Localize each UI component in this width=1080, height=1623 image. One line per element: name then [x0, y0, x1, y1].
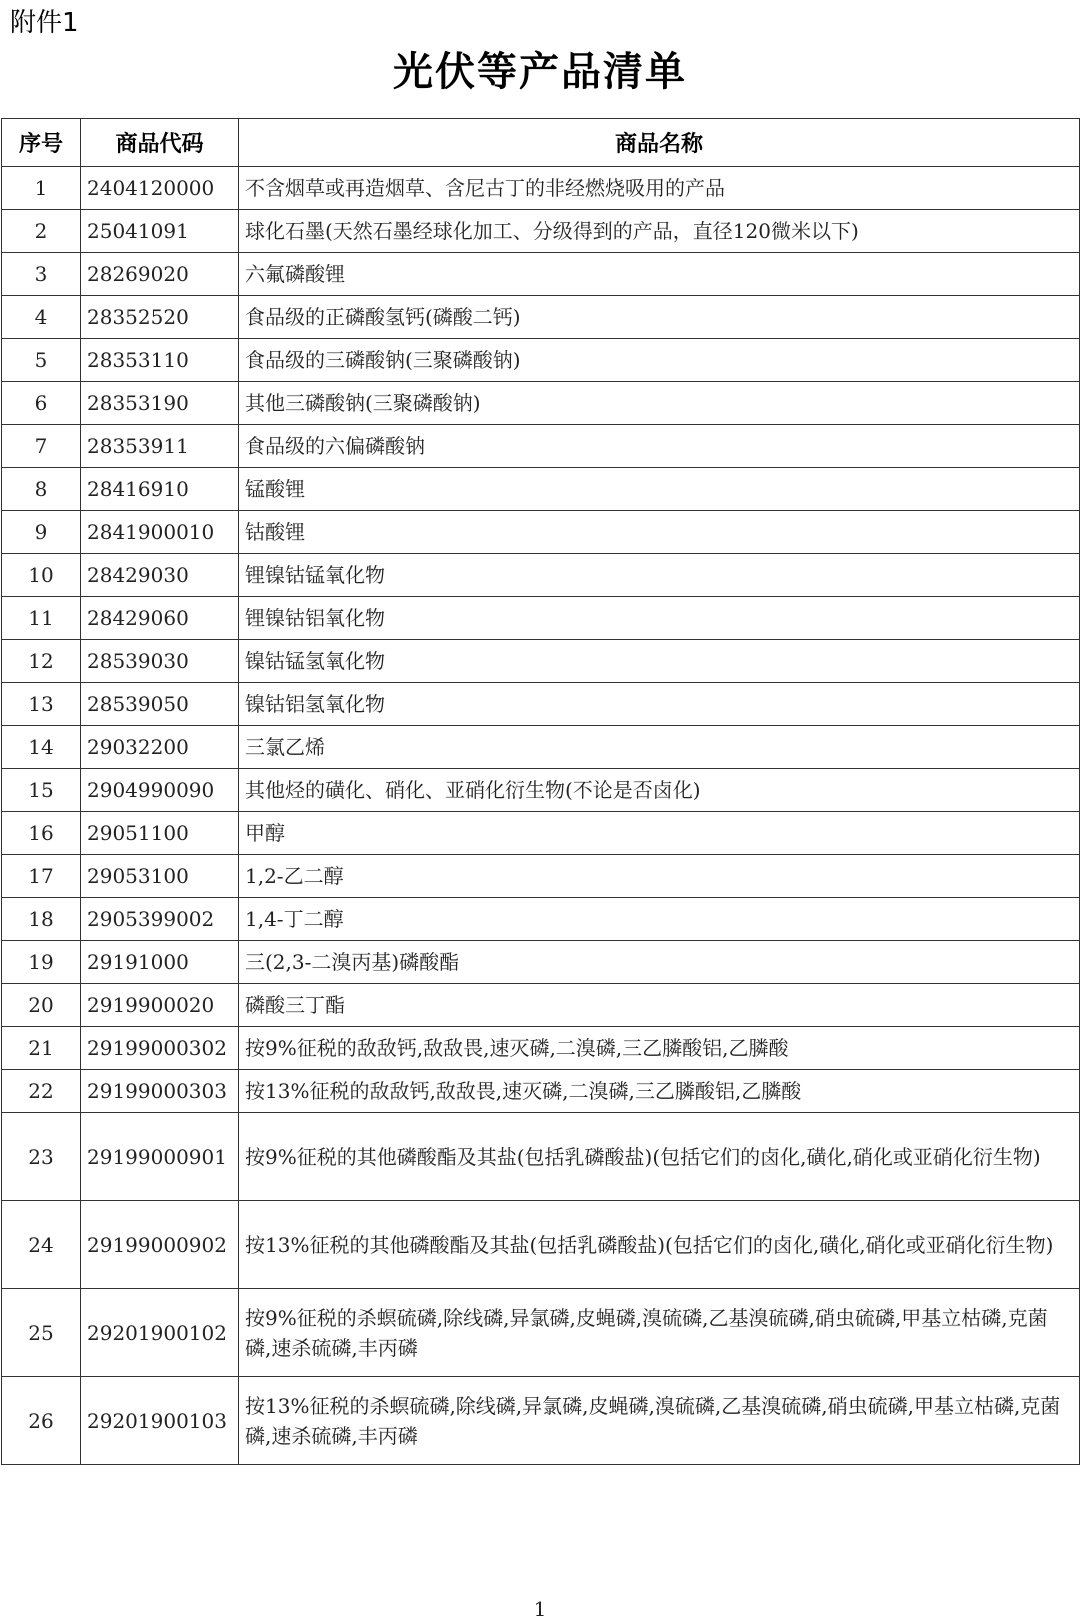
row-code: 29199000901 [81, 1113, 239, 1201]
row-seq: 3 [2, 253, 81, 296]
row-seq: 13 [2, 683, 81, 726]
table-row [2, 855, 1080, 898]
table-row [2, 898, 1080, 941]
table-row [2, 597, 1080, 640]
table-row [2, 468, 1080, 511]
table-row [2, 769, 1080, 812]
row-seq: 18 [2, 898, 81, 941]
row-name: 镍钴锰氢氧化物 [239, 640, 1080, 683]
header-seq: 序号 [2, 119, 81, 167]
row-name: 其他三磷酸钠(三聚磷酸钠) [239, 382, 1080, 425]
row-code: 29051100 [81, 812, 239, 855]
row-name: 按13%征税的其他磷酸酯及其盐(包括乳磷酸盐)(包括它们的卤化,磺化,硝化或亚硝化衍生物) [239, 1201, 1080, 1289]
table-row [2, 1070, 1080, 1113]
table-row [2, 984, 1080, 1027]
table-row [2, 726, 1080, 769]
row-code: 2841900010 [81, 511, 239, 554]
row-seq: 17 [2, 855, 81, 898]
header-code: 商品代码 [81, 119, 239, 167]
row-seq: 11 [2, 597, 81, 640]
row-seq: 2 [2, 210, 81, 253]
table-row [2, 511, 1080, 554]
row-seq: 1 [2, 167, 81, 210]
table-row [2, 167, 1080, 210]
row-seq: 9 [2, 511, 81, 554]
row-name: 食品级的三磷酸钠(三聚磷酸钠) [239, 339, 1080, 382]
row-seq: 19 [2, 941, 81, 984]
row-name: 钴酸锂 [239, 511, 1080, 554]
row-code: 28353911 [81, 425, 239, 468]
row-name: 按13%征税的杀螟硫磷,除线磷,异氯磷,皮蝇磷,溴硫磷,乙基溴硫磷,硝虫硫磷,甲基立枯磷,克菌磷,速杀硫磷,丰丙磷 [239, 1377, 1080, 1465]
row-code: 2919900020 [81, 984, 239, 1027]
table-row [2, 941, 1080, 984]
row-name: 食品级的正磷酸氢钙(磷酸二钙) [239, 296, 1080, 339]
row-name: 锰酸锂 [239, 468, 1080, 511]
table-row [2, 339, 1080, 382]
row-seq: 23 [2, 1113, 81, 1201]
row-code: 28539050 [81, 683, 239, 726]
row-name: 按9%征税的敌敌钙,敌敌畏,速灭磷,二溴磷,三乙膦酸铝,乙膦酸 [239, 1027, 1080, 1070]
row-code: 29201900103 [81, 1377, 239, 1465]
row-code: 29191000 [81, 941, 239, 984]
table-row [2, 210, 1080, 253]
table-row [2, 1201, 1080, 1289]
row-name: 锂镍钴铝氧化物 [239, 597, 1080, 640]
row-code: 28352520 [81, 296, 239, 339]
row-code: 28269020 [81, 253, 239, 296]
page-title: 光伏等产品清单 [393, 49, 687, 95]
table-header-row [2, 119, 1080, 167]
row-seq: 12 [2, 640, 81, 683]
row-name: 三(2,3-二溴丙基)磷酸酯 [239, 941, 1080, 984]
row-name: 三氯乙烯 [239, 726, 1080, 769]
row-code: 29199000302 [81, 1027, 239, 1070]
row-name: 1,2-乙二醇 [239, 855, 1080, 898]
table-row [2, 425, 1080, 468]
row-name: 镍钴铝氢氧化物 [239, 683, 1080, 726]
row-seq: 7 [2, 425, 81, 468]
row-code: 29032200 [81, 726, 239, 769]
row-name: 按9%征税的杀螟硫磷,除线磷,异氯磷,皮蝇磷,溴硫磷,乙基溴硫磷,硝虫硫磷,甲基立枯磷,克菌磷,速杀硫磷,丰丙磷 [239, 1289, 1080, 1377]
row-seq: 15 [2, 769, 81, 812]
row-seq: 24 [2, 1201, 81, 1289]
product-table [1, 118, 1080, 1465]
row-code: 2905399002 [81, 898, 239, 941]
table-row [2, 554, 1080, 597]
attachment-label: 附件1 [10, 8, 79, 38]
row-seq: 14 [2, 726, 81, 769]
row-code: 28539030 [81, 640, 239, 683]
row-code: 28353110 [81, 339, 239, 382]
row-seq: 22 [2, 1070, 81, 1113]
table-row [2, 253, 1080, 296]
row-seq: 20 [2, 984, 81, 1027]
table-row [2, 382, 1080, 425]
row-code: 2904990090 [81, 769, 239, 812]
row-name: 按9%征税的其他磷酸酯及其盐(包括乳磷酸盐)(包括它们的卤化,磺化,硝化或亚硝化衍生物) [239, 1113, 1080, 1201]
row-code: 29199000303 [81, 1070, 239, 1113]
row-code: 29201900102 [81, 1289, 239, 1377]
table-row [2, 296, 1080, 339]
row-name: 按13%征税的敌敌钙,敌敌畏,速灭磷,二溴磷,三乙膦酸铝,乙膦酸 [239, 1070, 1080, 1113]
row-name: 磷酸三丁酯 [239, 984, 1080, 1027]
row-name: 其他烃的磺化、硝化、亚硝化衍生物(不论是否卤化) [239, 769, 1080, 812]
row-code: 25041091 [81, 210, 239, 253]
row-seq: 10 [2, 554, 81, 597]
row-seq: 25 [2, 1289, 81, 1377]
table-row [2, 683, 1080, 726]
row-name: 球化石墨(天然石墨经球化加工、分级得到的产品，直径120微米以下) [239, 210, 1080, 253]
table-row [2, 1113, 1080, 1201]
table-row [2, 640, 1080, 683]
table-row [2, 1027, 1080, 1070]
row-name: 1,4-丁二醇 [239, 898, 1080, 941]
row-code: 28353190 [81, 382, 239, 425]
row-seq: 26 [2, 1377, 81, 1465]
row-seq: 21 [2, 1027, 81, 1070]
row-code: 29199000902 [81, 1201, 239, 1289]
row-code: 2404120000 [81, 167, 239, 210]
row-name: 六氟磷酸锂 [239, 253, 1080, 296]
row-code: 28416910 [81, 468, 239, 511]
row-code: 28429030 [81, 554, 239, 597]
row-code: 28429060 [81, 597, 239, 640]
row-seq: 5 [2, 339, 81, 382]
row-name: 食品级的六偏磷酸钠 [239, 425, 1080, 468]
row-code: 29053100 [81, 855, 239, 898]
row-name: 甲醇 [239, 812, 1080, 855]
row-seq: 8 [2, 468, 81, 511]
table-row [2, 1377, 1080, 1465]
row-name: 不含烟草或再造烟草、含尼古丁的非经燃烧吸用的产品 [239, 167, 1080, 210]
row-seq: 16 [2, 812, 81, 855]
table-row [2, 1289, 1080, 1377]
row-seq: 4 [2, 296, 81, 339]
header-name: 商品名称 [239, 119, 1080, 167]
page-number: 1 [533, 1597, 547, 1621]
table-row [2, 812, 1080, 855]
row-name: 锂镍钴锰氧化物 [239, 554, 1080, 597]
row-seq: 6 [2, 382, 81, 425]
